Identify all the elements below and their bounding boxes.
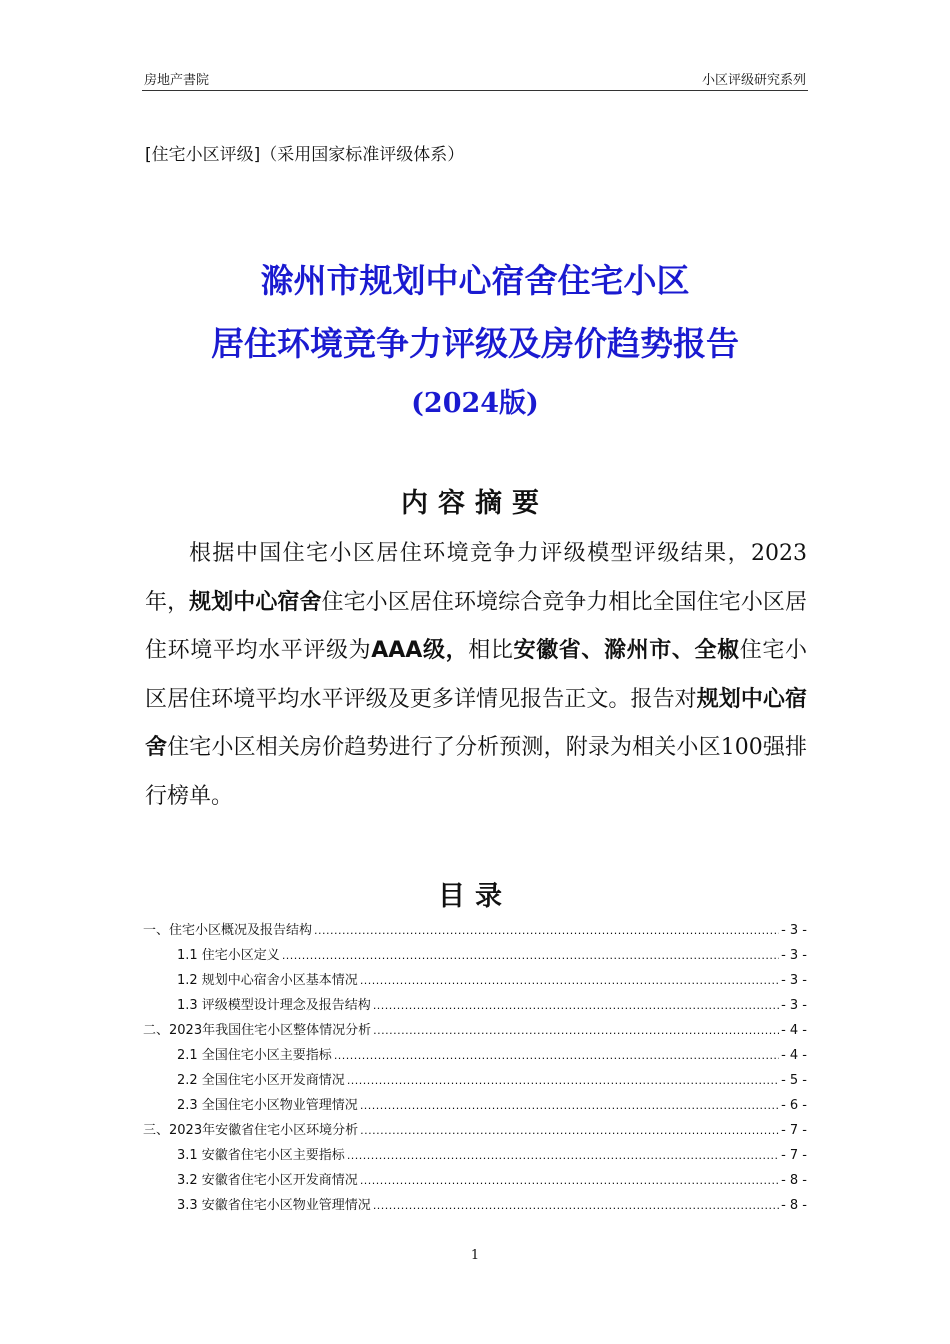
toc-entry-page: - 4 - <box>781 1048 807 1063</box>
header-publisher: 房地产書院 <box>144 73 210 88</box>
toc-leader-dots <box>360 1093 779 1118</box>
toc-leader-dots <box>347 1068 779 1093</box>
toc-entry[interactable] <box>143 968 807 993</box>
toc-entry-label: 2.3 全国住宅小区物业管理情况 <box>177 1098 358 1113</box>
report-title-line-1: 滁州市规划中心宿舍住宅小区 <box>260 261 690 300</box>
toc-entry-page: - 3 - <box>781 948 807 963</box>
abstract-text: 住宅小区居住环境综合竞争力相比全国住宅小区居住环境平均水平评级为 <box>145 589 807 663</box>
abstract-text: 根据中国住宅小区居住环境竞争力评级模型评级结果，2023年， <box>145 541 807 615</box>
toc-leader-dots <box>282 943 779 968</box>
toc-leader-dots <box>360 1118 779 1143</box>
toc-entry[interactable] <box>143 1093 807 1118</box>
toc-entry-label: 1.1 住宅小区定义 <box>177 948 280 963</box>
toc-entry-page: - 3 - <box>781 923 807 938</box>
header-series: 小区评级研究系列 <box>701 73 806 88</box>
toc-entry-page: - 5 - <box>781 1073 807 1088</box>
toc-entry[interactable] <box>143 1043 807 1068</box>
table-of-contents <box>143 918 807 1218</box>
toc-leader-dots <box>347 1143 779 1168</box>
toc-entry-page: - 7 - <box>781 1148 807 1163</box>
toc-entry-page: - 8 - <box>781 1173 807 1188</box>
toc-entry-label: 三、2023年安徽省住宅小区环境分析 <box>143 1123 359 1138</box>
toc-leader-dots <box>314 918 779 943</box>
toc-leader-dots <box>334 1043 779 1068</box>
abstract-rating: AAA级， <box>371 638 469 663</box>
toc-entry[interactable] <box>143 943 807 968</box>
toc-entry-label: 3.1 安徽省住宅小区主要指标 <box>177 1148 345 1163</box>
toc-entry[interactable] <box>143 1068 807 1093</box>
abstract-paragraph <box>145 530 807 821</box>
toc-entry-label: 1.2 规划中心宿舍小区基本情况 <box>177 973 358 988</box>
page-header <box>142 66 808 91</box>
toc-entry-label: 二、2023年我国住宅小区整体情况分析 <box>143 1023 372 1038</box>
toc-entry-label: 2.1 全国住宅小区主要指标 <box>177 1048 332 1063</box>
page-number: 1 <box>470 1248 480 1263</box>
toc-entry-label: 一、住宅小区概况及报告结构 <box>143 923 313 938</box>
toc-entry-label: 1.3 评级模型设计理念及报告结构 <box>177 998 371 1013</box>
abstract-heading: 内容摘要 <box>401 488 549 519</box>
toc-entry-page: - 3 - <box>781 998 807 1013</box>
toc-entry-label: 2.2 全国住宅小区开发商情况 <box>177 1073 345 1088</box>
toc-entry[interactable] <box>143 1168 807 1193</box>
toc-entry[interactable] <box>143 1118 807 1143</box>
toc-leader-dots <box>373 1018 779 1043</box>
toc-entry[interactable] <box>143 1018 807 1043</box>
abstract-text: 住宅小区相关房价趋势进行了分析预测，附录为相关小区100强排行榜单。 <box>145 735 807 809</box>
toc-leader-dots <box>360 1168 779 1193</box>
abstract-highlight: 规划中心宿舍 <box>189 589 322 615</box>
toc-entry-page: - 8 - <box>781 1198 807 1213</box>
toc-entry[interactable] <box>143 1193 807 1218</box>
toc-leader-dots <box>373 1193 779 1218</box>
toc-entry-page: - 3 - <box>781 973 807 988</box>
abstract-text: 相比 <box>468 638 514 663</box>
toc-entry[interactable] <box>143 918 807 943</box>
toc-entry[interactable] <box>143 993 807 1018</box>
toc-entry-page: - 6 - <box>781 1098 807 1113</box>
toc-heading: 目录 <box>438 881 512 912</box>
report-category: [住宅小区评级]（采用国家标准评级体系） <box>145 145 465 165</box>
toc-entry[interactable] <box>143 1143 807 1168</box>
toc-entry-label: 3.3 安徽省住宅小区物业管理情况 <box>177 1198 371 1213</box>
report-title-line-2: 居住环境竞争力评级及房价趋势报告 <box>211 324 739 363</box>
toc-entry-label: 3.2 安徽省住宅小区开发商情况 <box>177 1173 358 1188</box>
toc-leader-dots <box>360 968 779 993</box>
abstract-text: 住宅小区居住环境平均水平评级及更多详情见报告正文。报告对 <box>145 638 807 712</box>
toc-entry-page: - 4 - <box>781 1023 807 1038</box>
abstract-highlight: 安徽省、滁州市、全椒 <box>513 638 740 663</box>
toc-leader-dots <box>373 993 779 1018</box>
abstract-highlight: 规划中心宿舍 <box>145 686 807 760</box>
report-edition: (2024版) <box>411 388 539 419</box>
toc-entry-page: - 7 - <box>781 1123 807 1138</box>
